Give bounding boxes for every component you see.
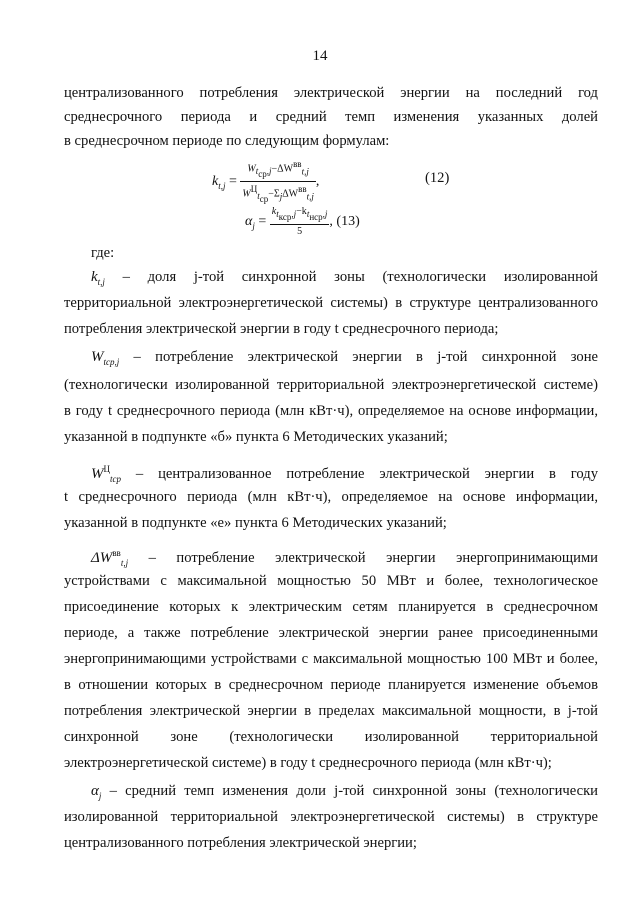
definition-w-line-4: указанной в подпункте «б» пункта 6 Методических указаний; [64,429,448,445]
formula-13-numerator: $k_{t_{кср},j}-k_{t_{нср},j}$ [270,206,330,225]
definition-alpha-line-3: централизованного потребления электрической энергии; [64,835,417,851]
intro-line-1: централизованного потребления электрической энергии на последний год [64,85,598,101]
definition-dw-line-9: электроэнергетической системе) в году t среднесрочного периода (млн кВт·ч); [64,755,552,771]
definition-alpha-line-1: $\alpha_j$ – средний темп изменения доли j-той синхронной зоны (технологически [91,783,598,801]
formula-13-denominator: 5 [297,225,303,237]
formula-13-fraction [270,206,330,238]
formula-13-tail: , (13) [329,214,360,230]
definition-dw-line-1: $\Delta W^{вв}_{t,j}$ – потребление электрической энергии энергопринимающими [91,548,598,568]
formula-12-denominator: $W^Ц_{t_{ср}}-\Sigma_j\Delta W^{вв}_{t,j}$ [242,184,314,205]
definition-alpha-line-2: изолированной территориальной электроэнергетической системы) в структуре [64,809,598,825]
formula-12-fraction [240,158,315,205]
definition-dw-line-5: энергопринимающими устройствами с максимальной мощностью 100 МВт и более, [64,651,598,667]
definition-k-line-1: $k_{t,j}$ – доля j-той синхронной зоны (технологически изолированной [91,269,598,287]
definition-k-symbol: $k_{t,j}$ [91,269,105,287]
definition-dw-line-7: потребления электрической энергии в пределах максимальной мощности, в j-той [64,703,598,719]
definition-dw-line-3: присоединение которых к электрическим сетям планируется в среднесрочном [64,599,598,615]
definition-alpha-symbol: $\alpha_j$ [91,783,102,801]
page-number: 14 [312,48,328,64]
definition-w-symbol: $W_{tср,j}$ [91,349,120,367]
definition-dw-line-8: синхронной зоне (технологически изолированной территориальной [64,729,598,745]
definition-wc-line-3: указанной в подпункте «е» пункта 6 Методических указаний; [64,515,447,531]
formula-13-equals: = [258,214,267,230]
definition-w-line-2: (технологически изолированной территориальной электроэнергетической системе) [64,377,598,393]
intro-line-2: среднесрочного периода и средний темп изменения указанных долей [64,109,598,125]
definition-w-line-3: в году t среднесрочного периода (млн кВт·ч), определяемое на основе информации, [64,403,598,419]
definition-w-line-1: $W_{tср,j}$ – потребление электрической энергии в j-той синхронной зоне [91,349,598,367]
formula-12-lhs: $k_{t,j}$ [212,173,226,191]
formula-13 [245,206,360,238]
formula-12-number: (12) [425,170,450,186]
definition-wc-symbol: $W^Ц_{tср}$ [91,464,121,484]
definition-k-line-3: потребления электрической энергии в году t среднесрочного периода; [64,321,499,337]
formula-12 [212,158,319,205]
intro-line-3: в среднесрочном периоде по следующим формулам: [64,133,390,149]
formula-12-comma: , [315,173,320,189]
definition-dw-line-4: периоде, а также потребление электрической энергии ранее присоединенными [64,625,598,641]
definition-dw-line-6: в отношении которых в среднесрочном периоде планируется изменение объемов [64,677,598,693]
definition-wc-line-1: $W^Ц_{tср}$ – централизованное потребление электрической энергии в году [91,464,598,484]
definition-dw-symbol: $\Delta W^{вв}_{t,j}$ [91,548,129,568]
definition-k-line-2: территориальной электроэнергетической системы) в структуре централизованного [64,295,598,311]
formula-12-numerator: $W_{t_{ср},j}-\Delta W^{вв}_{t,j}$ [240,158,315,182]
definition-wc-line-2: t среднесрочного периода (млн кВт·ч), определяемое на основе информации, [64,489,598,505]
formula-12-equals: = [228,173,237,189]
formula-13-lhs: $\alpha_j$ [245,214,255,231]
definition-dw-line-2: устройствами с максимальной мощностью 50 МВт и более, технологическое [64,573,598,589]
where-label: где: [91,245,115,261]
